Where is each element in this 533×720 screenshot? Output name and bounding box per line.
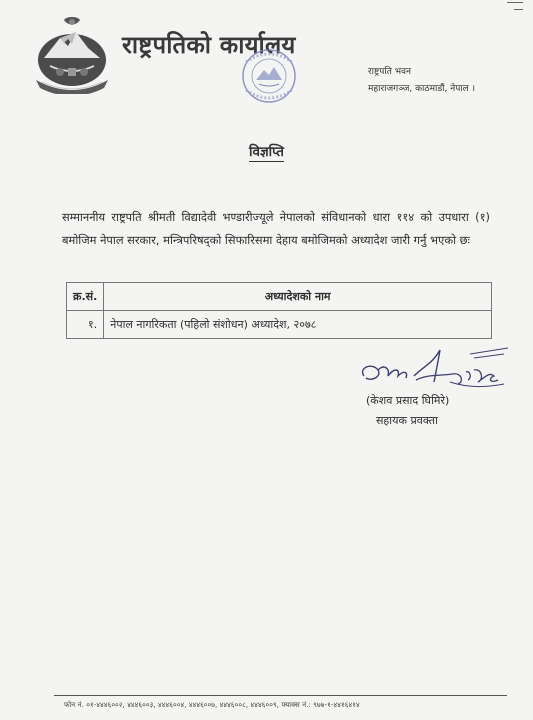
notice-heading xyxy=(0,142,533,160)
handwritten-signature xyxy=(354,346,514,400)
signatory-name: (केशव प्रसाद घिमिरे) xyxy=(366,394,450,407)
office-title: राष्ट्रपतिको कार्यालय xyxy=(122,30,296,59)
notice-body: सम्माननीय राष्ट्रपति श्रीमती विद्यादेवी भण्डारीज्यूले नेपालको संविधानको धारा ११४ को उपधारा (१) बमोजिम नेपाल सरकार, मन्त्रिपरिषद्को सिफारिसमा देहाय बमोजिमको अध्यादेश जारी गर्नु भएको छः xyxy=(62,210,490,247)
ordinance-table xyxy=(66,282,492,339)
column-header-sn: क्र.सं. xyxy=(67,283,104,311)
signatory-title: सहायक प्रवक्ता xyxy=(376,414,438,427)
table-header-row xyxy=(67,283,492,311)
office-seal-stamp-icon xyxy=(226,48,312,106)
column-header-name: अध्यादेशको नाम xyxy=(104,283,492,311)
row-ordinance-name: नेपाल नागरिकता (पहिलो संशोधन) अध्यादेश, २०७८ xyxy=(104,311,492,339)
notice-heading-text: विज्ञप्ति xyxy=(248,144,284,160)
footer-divider xyxy=(54,695,507,696)
nepal-coat-of-arms-icon xyxy=(30,14,114,94)
address-line-2: महाराजगञ्ज, काठमाडौं, नेपाल । xyxy=(368,84,476,94)
footer-contacts: फोन नं. ०१-४४४६००२, ४४४६००३, ४४४६००४, ४४४६००७, ४४४६००८, ४४४६००९, फ्याक्स नं.: ९७७-१-४४१६४१४ xyxy=(64,701,360,709)
table-row xyxy=(67,311,492,339)
office-address xyxy=(368,64,475,98)
address-line-1: राष्ट्रपति भवन xyxy=(368,67,412,77)
scan-corner-mark xyxy=(507,2,523,16)
row-serial-number: १. xyxy=(67,311,104,339)
